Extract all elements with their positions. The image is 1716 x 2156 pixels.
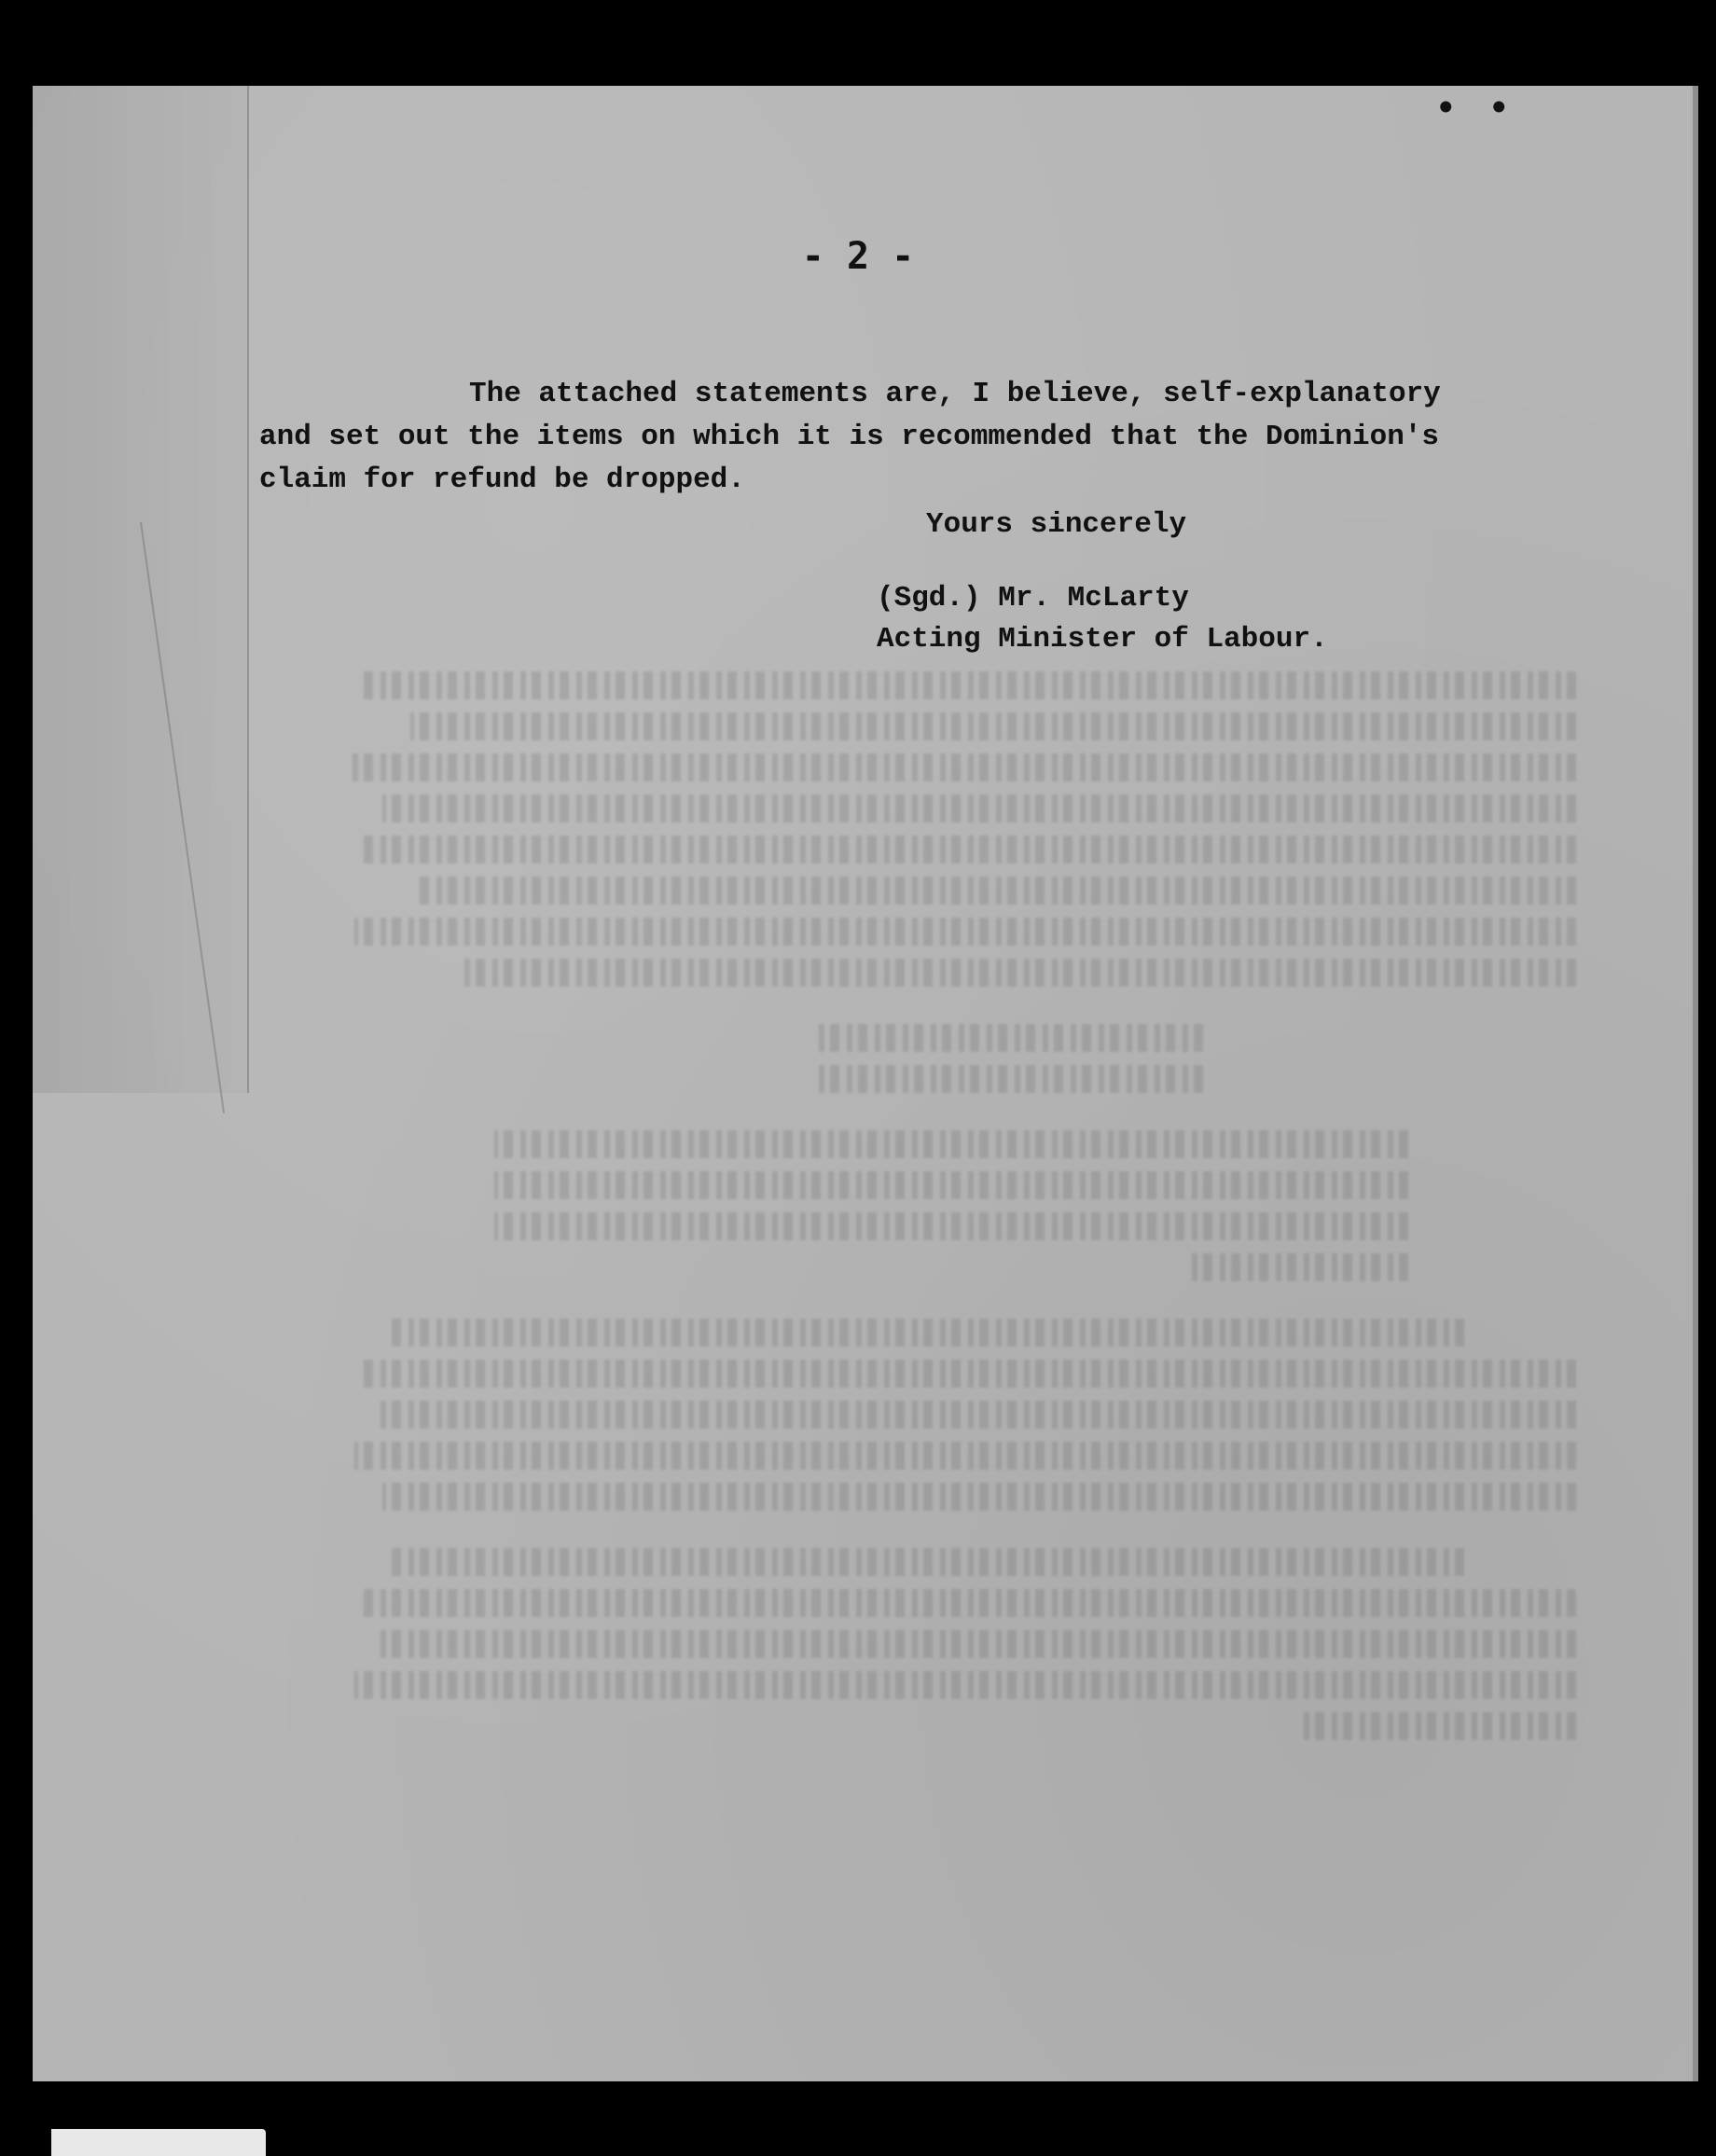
- page-number: - 2 -: [801, 235, 915, 278]
- body-line: The attached statements are, I believe, self-explanatory: [469, 378, 1441, 410]
- body-line: claim for refund be dropped.: [259, 463, 745, 496]
- signature-line: (Sgd.) Mr. McLarty: [877, 582, 1189, 615]
- closing: Yours sincerely: [926, 508, 1187, 541]
- signature-title: Acting Minister of Labour.: [877, 623, 1328, 656]
- page-marks: • •: [1436, 90, 1516, 127]
- scan-label-tab: [51, 2129, 266, 2156]
- signature-block: [877, 578, 1328, 660]
- body-line: and set out the items on which it is recommended that the Dominion's: [259, 421, 1440, 453]
- paper-edge: [1693, 86, 1698, 2081]
- letter-body: [259, 373, 1441, 502]
- bleed-through-text: [270, 671, 1576, 1977]
